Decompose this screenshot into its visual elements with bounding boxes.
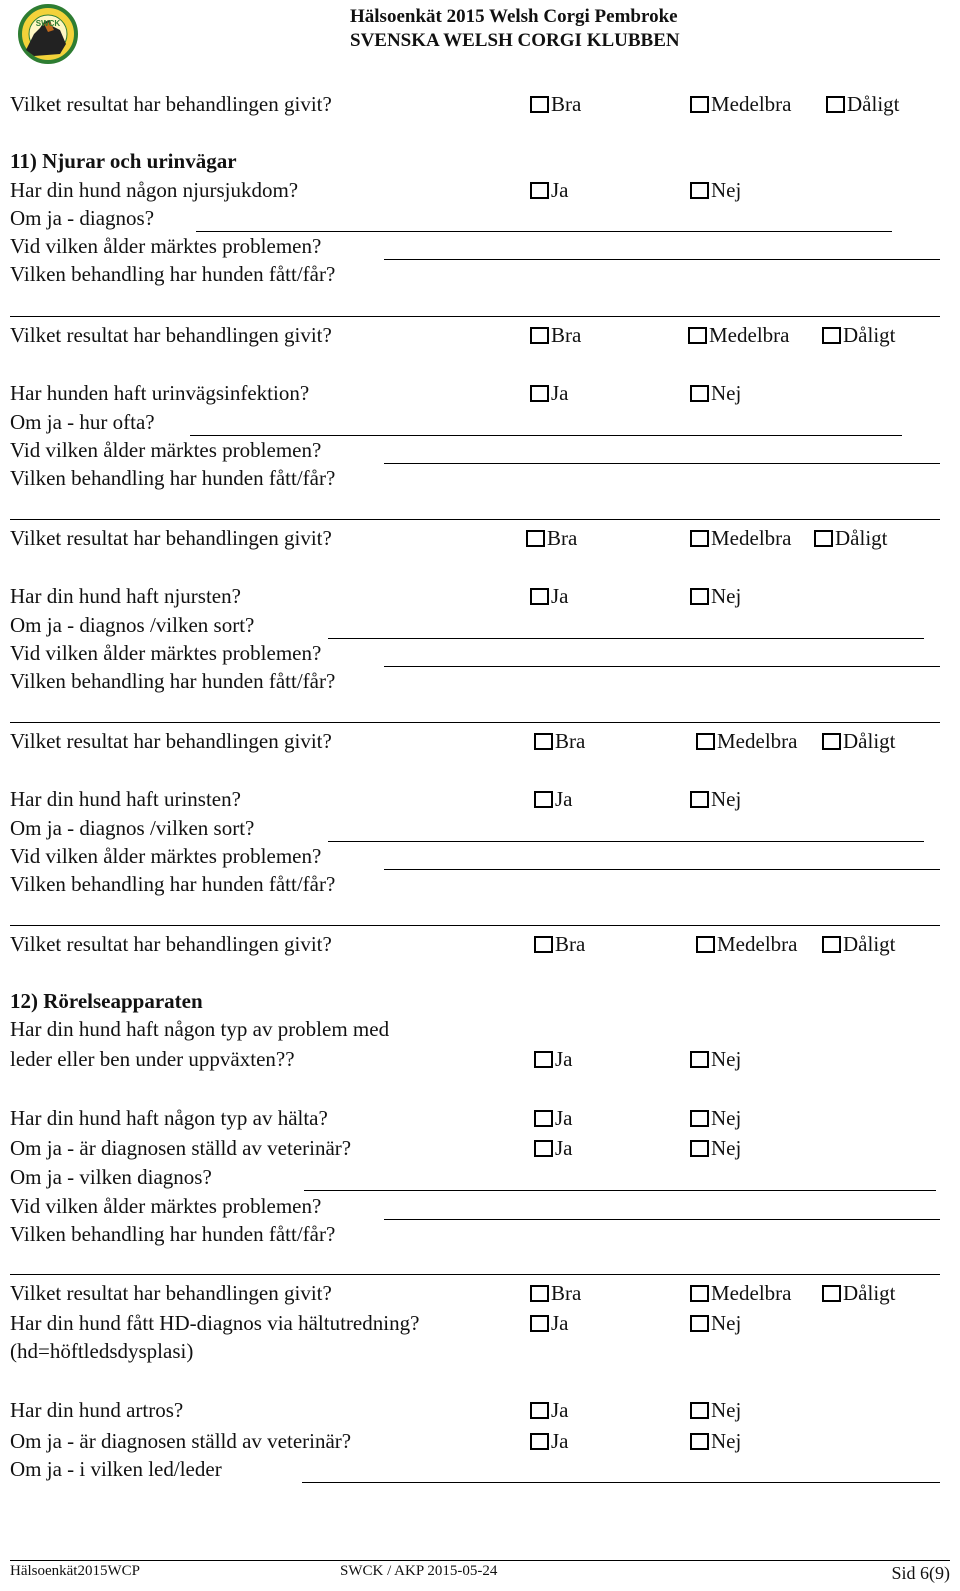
section-heading-11: 11) Njurar och urinvägar xyxy=(10,149,237,173)
question-uti: Har hunden haft urinvägsinfektion? xyxy=(10,381,310,405)
club-name: SVENSKA WELSH CORGI KLUBBEN xyxy=(350,30,680,51)
checkbox[interactable] xyxy=(688,327,707,344)
checkbox[interactable] xyxy=(690,1140,709,1157)
answer-line[interactable] xyxy=(328,638,924,639)
question-age: Vid vilken ålder märktes problemen? xyxy=(10,234,322,258)
question-how-often: Om ja - hur ofta? xyxy=(10,410,155,434)
question-urinary-stone: Har din hund haft urinsten? xyxy=(10,787,241,811)
checkbox[interactable] xyxy=(534,936,553,953)
checkbox[interactable] xyxy=(690,1402,709,1419)
survey-title: Hälsoenkät 2015 Welsh Corgi Pembroke xyxy=(350,6,678,27)
question-treatment: Vilken behandling har hunden fått/får? xyxy=(10,669,336,693)
question-age: Vid vilken ålder märktes problemen? xyxy=(10,438,322,462)
checkbox[interactable] xyxy=(534,1051,553,1068)
answer-line[interactable] xyxy=(384,259,940,260)
question-treatment: Vilken behandling har hunden fått/får? xyxy=(10,262,336,286)
answer-line[interactable] xyxy=(384,869,940,870)
option-bra[interactable]: Bra xyxy=(526,525,577,551)
question-result: Vilket resultat har behandlingen givit? xyxy=(10,92,332,116)
option-ja[interactable]: Ja xyxy=(530,177,569,203)
option-bra[interactable]: Bra xyxy=(530,322,581,348)
question-hd-diagnosis: Har din hund fått HD-diagnos via hältutredning? xyxy=(10,1311,420,1335)
option-nej[interactable]: Nej xyxy=(690,1046,741,1072)
option-daligt[interactable]: Dåligt xyxy=(822,931,896,957)
swck-logo xyxy=(4,4,92,64)
answer-line[interactable] xyxy=(384,666,940,667)
answer-line[interactable] xyxy=(10,316,940,317)
question-age: Vid vilken ålder märktes problemen? xyxy=(10,641,322,665)
question-result: Vilket resultat har behandlingen givit? xyxy=(10,729,332,753)
option-daligt[interactable]: Dåligt xyxy=(826,91,900,117)
option-ja[interactable]: Ja xyxy=(534,786,573,812)
question-kidney-stone: Har din hund haft njursten? xyxy=(10,584,241,608)
checkbox[interactable] xyxy=(822,733,841,750)
section-heading-12: 12) Rörelseapparaten xyxy=(10,989,203,1013)
answer-line[interactable] xyxy=(304,1190,936,1191)
question-result: Vilket resultat har behandlingen givit? xyxy=(10,932,332,956)
answer-line[interactable] xyxy=(10,1274,940,1275)
footer-divider xyxy=(10,1560,950,1561)
question-vet-diagnosis: Om ja - är diagnosen ställd av veterinär? xyxy=(10,1429,352,1453)
option-nej[interactable]: Nej xyxy=(690,1135,741,1161)
question-growth-problems-cont: leder eller ben under uppväxten?? xyxy=(10,1047,295,1071)
option-nej[interactable]: Nej xyxy=(690,1310,741,1336)
option-nej[interactable]: Nej xyxy=(690,1397,741,1423)
question-diagnosis-type: Om ja - diagnos /vilken sort? xyxy=(10,613,255,637)
question-result: Vilket resultat har behandlingen givit? xyxy=(10,526,332,550)
question-lameness: Har din hund haft någon typ av hälta? xyxy=(10,1106,328,1130)
checkbox[interactable] xyxy=(690,1051,709,1068)
question-diagnosis: Om ja - diagnos? xyxy=(10,206,155,230)
page-number: Sid 6(9) xyxy=(891,1563,950,1583)
checkbox[interactable] xyxy=(534,791,553,808)
option-medelbra[interactable]: Medelbra xyxy=(696,931,797,957)
checkbox[interactable] xyxy=(690,1433,709,1450)
answer-line[interactable] xyxy=(328,841,924,842)
option-bra[interactable]: Bra xyxy=(530,91,581,117)
question-result: Vilket resultat har behandlingen givit? xyxy=(10,323,332,347)
checkbox[interactable] xyxy=(534,1140,553,1157)
checkbox[interactable] xyxy=(690,96,709,113)
option-daligt[interactable]: Dåligt xyxy=(822,322,896,348)
svg-text:SWCK: SWCK xyxy=(35,19,61,28)
option-nej[interactable]: Nej xyxy=(690,177,741,203)
option-ja[interactable]: Ja xyxy=(530,1310,569,1336)
answer-line[interactable] xyxy=(10,519,940,520)
question-growth-problems: Har din hund haft någon typ av problem med xyxy=(10,1017,390,1041)
checkbox[interactable] xyxy=(822,1285,841,1302)
option-ja[interactable]: Ja xyxy=(530,380,569,406)
checkbox[interactable] xyxy=(534,733,553,750)
question-treatment: Vilken behandling har hunden fått/får? xyxy=(10,466,336,490)
option-medelbra[interactable]: Medelbra xyxy=(690,91,791,117)
checkbox[interactable] xyxy=(526,530,545,547)
option-ja[interactable]: Ja xyxy=(534,1105,573,1131)
answer-line[interactable] xyxy=(190,435,902,436)
document-header xyxy=(350,5,720,53)
checkbox[interactable] xyxy=(822,327,841,344)
question-arthrosis: Har din hund artros? xyxy=(10,1398,184,1422)
option-daligt[interactable]: Dåligt xyxy=(814,525,888,551)
option-medelbra[interactable]: Medelbra xyxy=(690,525,791,551)
answer-line[interactable] xyxy=(302,1482,940,1483)
question-age: Vid vilken ålder märktes problemen? xyxy=(10,844,322,868)
option-nej[interactable]: Nej xyxy=(690,786,741,812)
question-age: Vid vilken ålder märktes problemen? xyxy=(10,1194,322,1218)
option-ja[interactable]: Ja xyxy=(534,1135,573,1161)
checkbox[interactable] xyxy=(822,936,841,953)
option-ja[interactable]: Ja xyxy=(530,1428,569,1454)
option-bra[interactable]: Bra xyxy=(530,1280,581,1306)
checkbox[interactable] xyxy=(690,1315,709,1332)
option-nej[interactable]: Nej xyxy=(690,1428,741,1454)
checkbox[interactable] xyxy=(530,1402,549,1419)
checkbox[interactable] xyxy=(690,1110,709,1127)
checkbox[interactable] xyxy=(690,588,709,605)
checkbox[interactable] xyxy=(690,182,709,199)
checkbox[interactable] xyxy=(814,530,833,547)
question-treatment: Vilken behandling har hunden fått/får? xyxy=(10,872,336,896)
answer-line[interactable] xyxy=(10,925,940,926)
option-bra[interactable]: Bra xyxy=(534,931,585,957)
question-diagnosis-type: Om ja - diagnos /vilken sort? xyxy=(10,816,255,840)
checkbox[interactable] xyxy=(696,733,715,750)
option-nej[interactable]: Nej xyxy=(690,380,741,406)
question-which-joint: Om ja - i vilken led/leder xyxy=(10,1457,222,1481)
checkbox[interactable] xyxy=(696,936,715,953)
option-bra[interactable]: Bra xyxy=(534,728,585,754)
answer-line[interactable] xyxy=(10,722,940,723)
option-ja[interactable]: Ja xyxy=(530,583,569,609)
question-vet-diagnosis: Om ja - är diagnosen ställd av veterinär? xyxy=(10,1136,352,1160)
checkbox[interactable] xyxy=(530,1285,549,1302)
option-ja[interactable]: Ja xyxy=(534,1046,573,1072)
checkbox[interactable] xyxy=(530,327,549,344)
checkbox[interactable] xyxy=(530,588,549,605)
checkbox[interactable] xyxy=(690,791,709,808)
option-medelbra[interactable]: Medelbra xyxy=(688,322,789,348)
answer-line[interactable] xyxy=(196,231,892,232)
footer-author-date: SWCK / AKP 2015-05-24 xyxy=(340,1563,498,1579)
checkbox[interactable] xyxy=(530,1433,549,1450)
checkbox[interactable] xyxy=(530,96,549,113)
answer-line[interactable] xyxy=(384,463,940,464)
option-daligt[interactable]: Dåligt xyxy=(822,1280,896,1306)
option-medelbra[interactable]: Medelbra xyxy=(690,1280,791,1306)
hd-explanation: (hd=höftledsdysplasi) xyxy=(10,1339,194,1363)
option-daligt[interactable]: Dåligt xyxy=(822,728,896,754)
option-nej[interactable]: Nej xyxy=(690,583,741,609)
option-ja[interactable]: Ja xyxy=(530,1397,569,1423)
option-medelbra[interactable]: Medelbra xyxy=(696,728,797,754)
checkbox[interactable] xyxy=(530,385,549,402)
question-result: Vilket resultat har behandlingen givit? xyxy=(10,1281,332,1305)
checkbox[interactable] xyxy=(690,1285,709,1302)
footer-filename: Hälsoenkät2015WCP xyxy=(10,1563,140,1579)
question-treatment: Vilken behandling har hunden fått/får? xyxy=(10,1222,336,1246)
checkbox[interactable] xyxy=(826,96,845,113)
checkbox[interactable] xyxy=(530,1315,549,1332)
answer-line[interactable] xyxy=(384,1219,940,1220)
question-which-diagnosis: Om ja - vilken diagnos? xyxy=(10,1165,212,1189)
question-kidney-disease: Har din hund någon njursjukdom? xyxy=(10,178,299,202)
checkbox[interactable] xyxy=(690,385,709,402)
option-nej[interactable]: Nej xyxy=(690,1105,741,1131)
checkbox[interactable] xyxy=(534,1110,553,1127)
checkbox[interactable] xyxy=(690,530,709,547)
checkbox[interactable] xyxy=(530,182,549,199)
